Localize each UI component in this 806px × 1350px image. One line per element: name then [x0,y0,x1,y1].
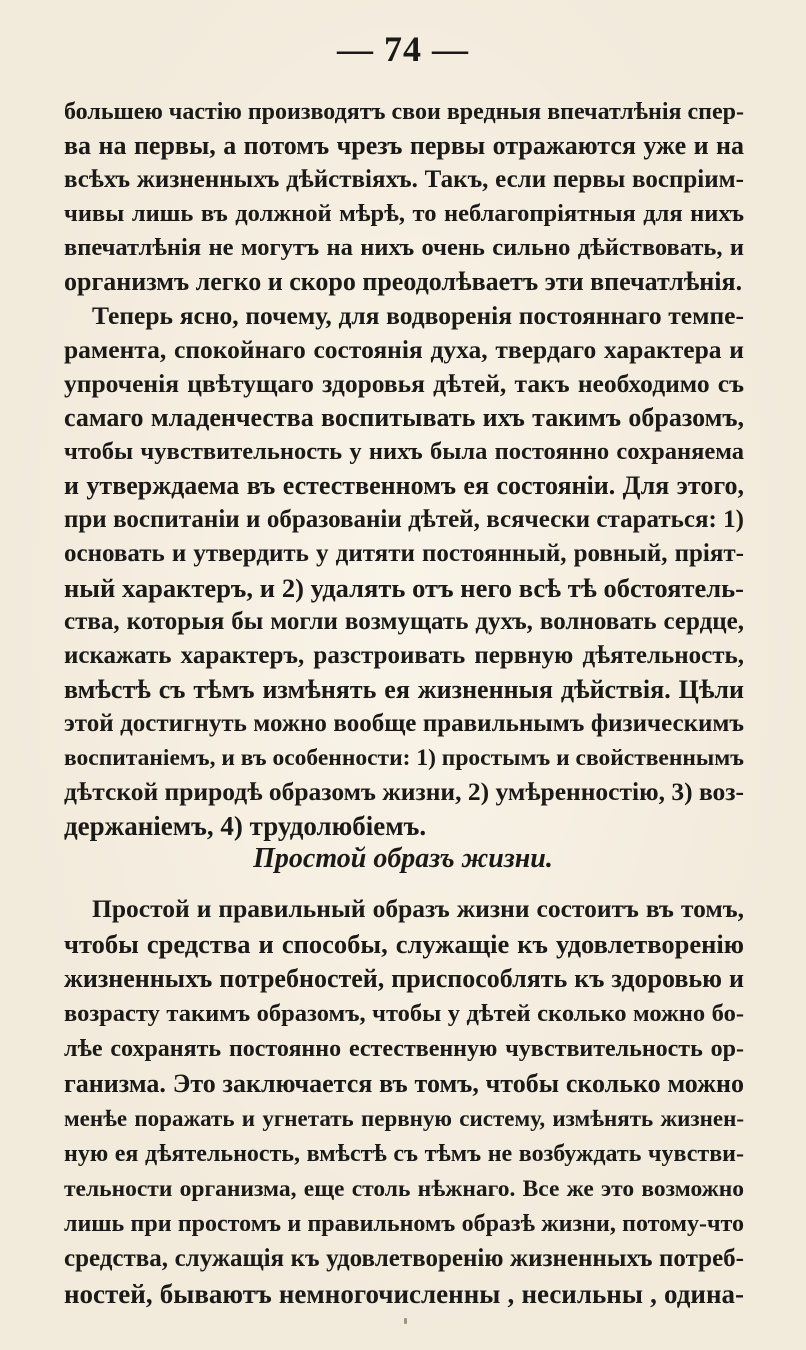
page-number: — 74 — [337,29,469,69]
text-line: держаніемъ, 4) трудолюбіемъ. [64,811,427,841]
text-line: рамента, спокойнаго состоянія духа, твердаго характера и [64,335,744,364]
text-line: при воспитаніи и образованіи дѣтей, всячески стараться: 1) [64,506,744,533]
text-line: ва на первы, а потомъ чрезъ первы отражаются уже и на [64,131,744,160]
text-line: этой достигнуть можно вообще правильнымъ физическимъ [64,710,744,737]
text-line: возрасту такимъ образомъ, чтобы у дѣтей сколько можно бо- [64,1000,744,1027]
text-line: организмъ легко и скоро преодолѣваетъ эти впечатлѣнія. [64,267,743,296]
text-line: искажать характеръ, разстроивать первную дѣятельность, [64,642,744,669]
section-heading: Простой образъ жизни. [253,843,553,874]
text-line: лѣе сохранять постоянно естественную чувствительность ор- [64,1036,744,1062]
text-line: лишь при простомъ и правильномъ образѣ жизни, потому-что [64,1211,744,1237]
text-line: основать и утвердить у дитяти постоянный, ровный, пріят- [64,540,744,567]
text-line: и утверждаема въ естественномъ ея состояніи. Для этого, [64,471,744,500]
text-line: вмѣстѣ съ тѣмъ измѣнять ея жизненныя дѣйствія. Цѣли [64,675,744,704]
text-line: ную ея дѣятельность, вмѣстѣ съ тѣмъ не возбуждать чувстви- [64,1141,744,1167]
text-line: ный характеръ, и 2) удалять отъ него всѣ тѣ обстоятель- [64,573,744,603]
text-line: ностей, бываютъ немногочисленны , несильны , одина- [64,1279,744,1309]
text-line: впечатлѣнія не могутъ на нихъ очень сильно дѣйствовать, и [64,234,744,261]
text-line: чивы лишь въ должной мѣрѣ, то неблагопріятныя для нихъ [64,200,744,227]
text-line: менѣе поражать и угнетать первную систему, измѣнять жизнен- [64,1106,744,1131]
text-line: чтобы средства и способы, служащіе къ удовлетворенію [64,929,744,959]
text-line: дѣтской природѣ образомъ жизни, 2) умѣренностію, 3) воз- [64,777,744,806]
text-line: упроченія цвѣтущаго здоровья дѣтей, такъ необходимо съ [64,369,744,398]
text-line: жизненныхъ потребностей, приспособлять къ здоровью и [64,964,744,993]
text-line: чтобы чувствительность у нихъ была постоянно сохраняема [64,438,744,465]
text-line: большею частію производятъ свои вредныя впечатлѣнія спер- [64,99,744,125]
text-line: ства, которыя бы могли возмущать духъ, волновать сердце, [64,608,744,635]
text-line: самаго младенчества воспитывать ихъ такимъ образомъ, [64,403,744,432]
text-line: тельности организма, еще столь нѣжнаго. Все же это возможно [64,1176,744,1202]
text-line: всѣхъ жизненныхъ дѣйствіяхъ. Такъ, если первы воспріим- [64,166,744,193]
text-line: ганизма. Это заключается въ томъ, чтобы сколько можно [64,1069,744,1098]
print-speck [404,1318,407,1324]
text-line: воспитаніемъ, и въ особенности: 1) простымъ и свойственнымъ [64,745,744,771]
text-line: средства, служащія къ удовлетворенію жизненныхъ потреб- [64,1245,744,1272]
text-line: Простой и правильный образъ жизни состоитъ въ томъ, [92,894,744,923]
text-line: Теперь ясно, почему, для водворенія постояннаго темпе- [92,301,744,330]
